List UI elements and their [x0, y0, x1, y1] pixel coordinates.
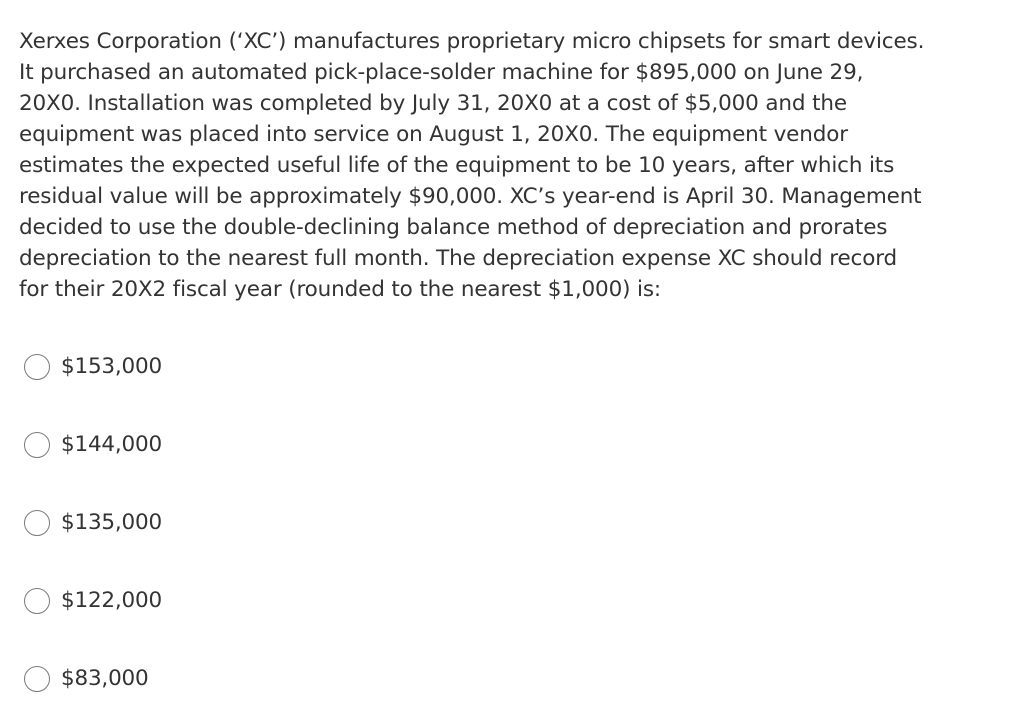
option-label: $83,000	[61, 666, 149, 691]
question-line: 20X0. Installation was completed by July 31, 20X0 at a cost of $5,000 and the	[19, 91, 847, 116]
answer-option-2[interactable]	[24, 430, 162, 460]
option-label: $153,000	[61, 354, 162, 379]
answer-option-1[interactable]	[24, 352, 162, 382]
question-line: equipment was placed into service on August 1, 20X0. The equipment vendor	[19, 122, 848, 147]
question-text	[19, 26, 1009, 305]
question-line: depreciation to the nearest full month. The depreciation expense XC should record	[19, 246, 898, 271]
option-label: $144,000	[61, 432, 162, 457]
radio-button[interactable]	[24, 354, 50, 380]
question-line: for their 20X2 fiscal year (rounded to the nearest $1,000) is:	[19, 277, 661, 302]
answer-option-3[interactable]	[24, 508, 162, 538]
question-line: estimates the expected useful life of the equipment to be 10 years, after which its	[19, 153, 895, 178]
radio-button[interactable]	[24, 588, 50, 614]
answer-option-4[interactable]	[24, 586, 162, 616]
question-line: residual value will be approximately $90,000. XC’s year-end is April 30. Management	[19, 184, 922, 209]
option-label: $122,000	[61, 588, 162, 613]
radio-button[interactable]	[24, 666, 50, 692]
radio-button[interactable]	[24, 510, 50, 536]
question-line: Xerxes Corporation (‘XC’) manufactures proprietary micro chipsets for smart devices.	[19, 29, 925, 54]
question-line: It purchased an automated pick-place-solder machine for $895,000 on June 29,	[19, 60, 864, 85]
question-line: decided to use the double-declining balance method of depreciation and prorates	[19, 215, 888, 240]
option-label: $135,000	[61, 510, 162, 535]
answer-option-5[interactable]	[24, 664, 149, 694]
radio-button[interactable]	[24, 432, 50, 458]
